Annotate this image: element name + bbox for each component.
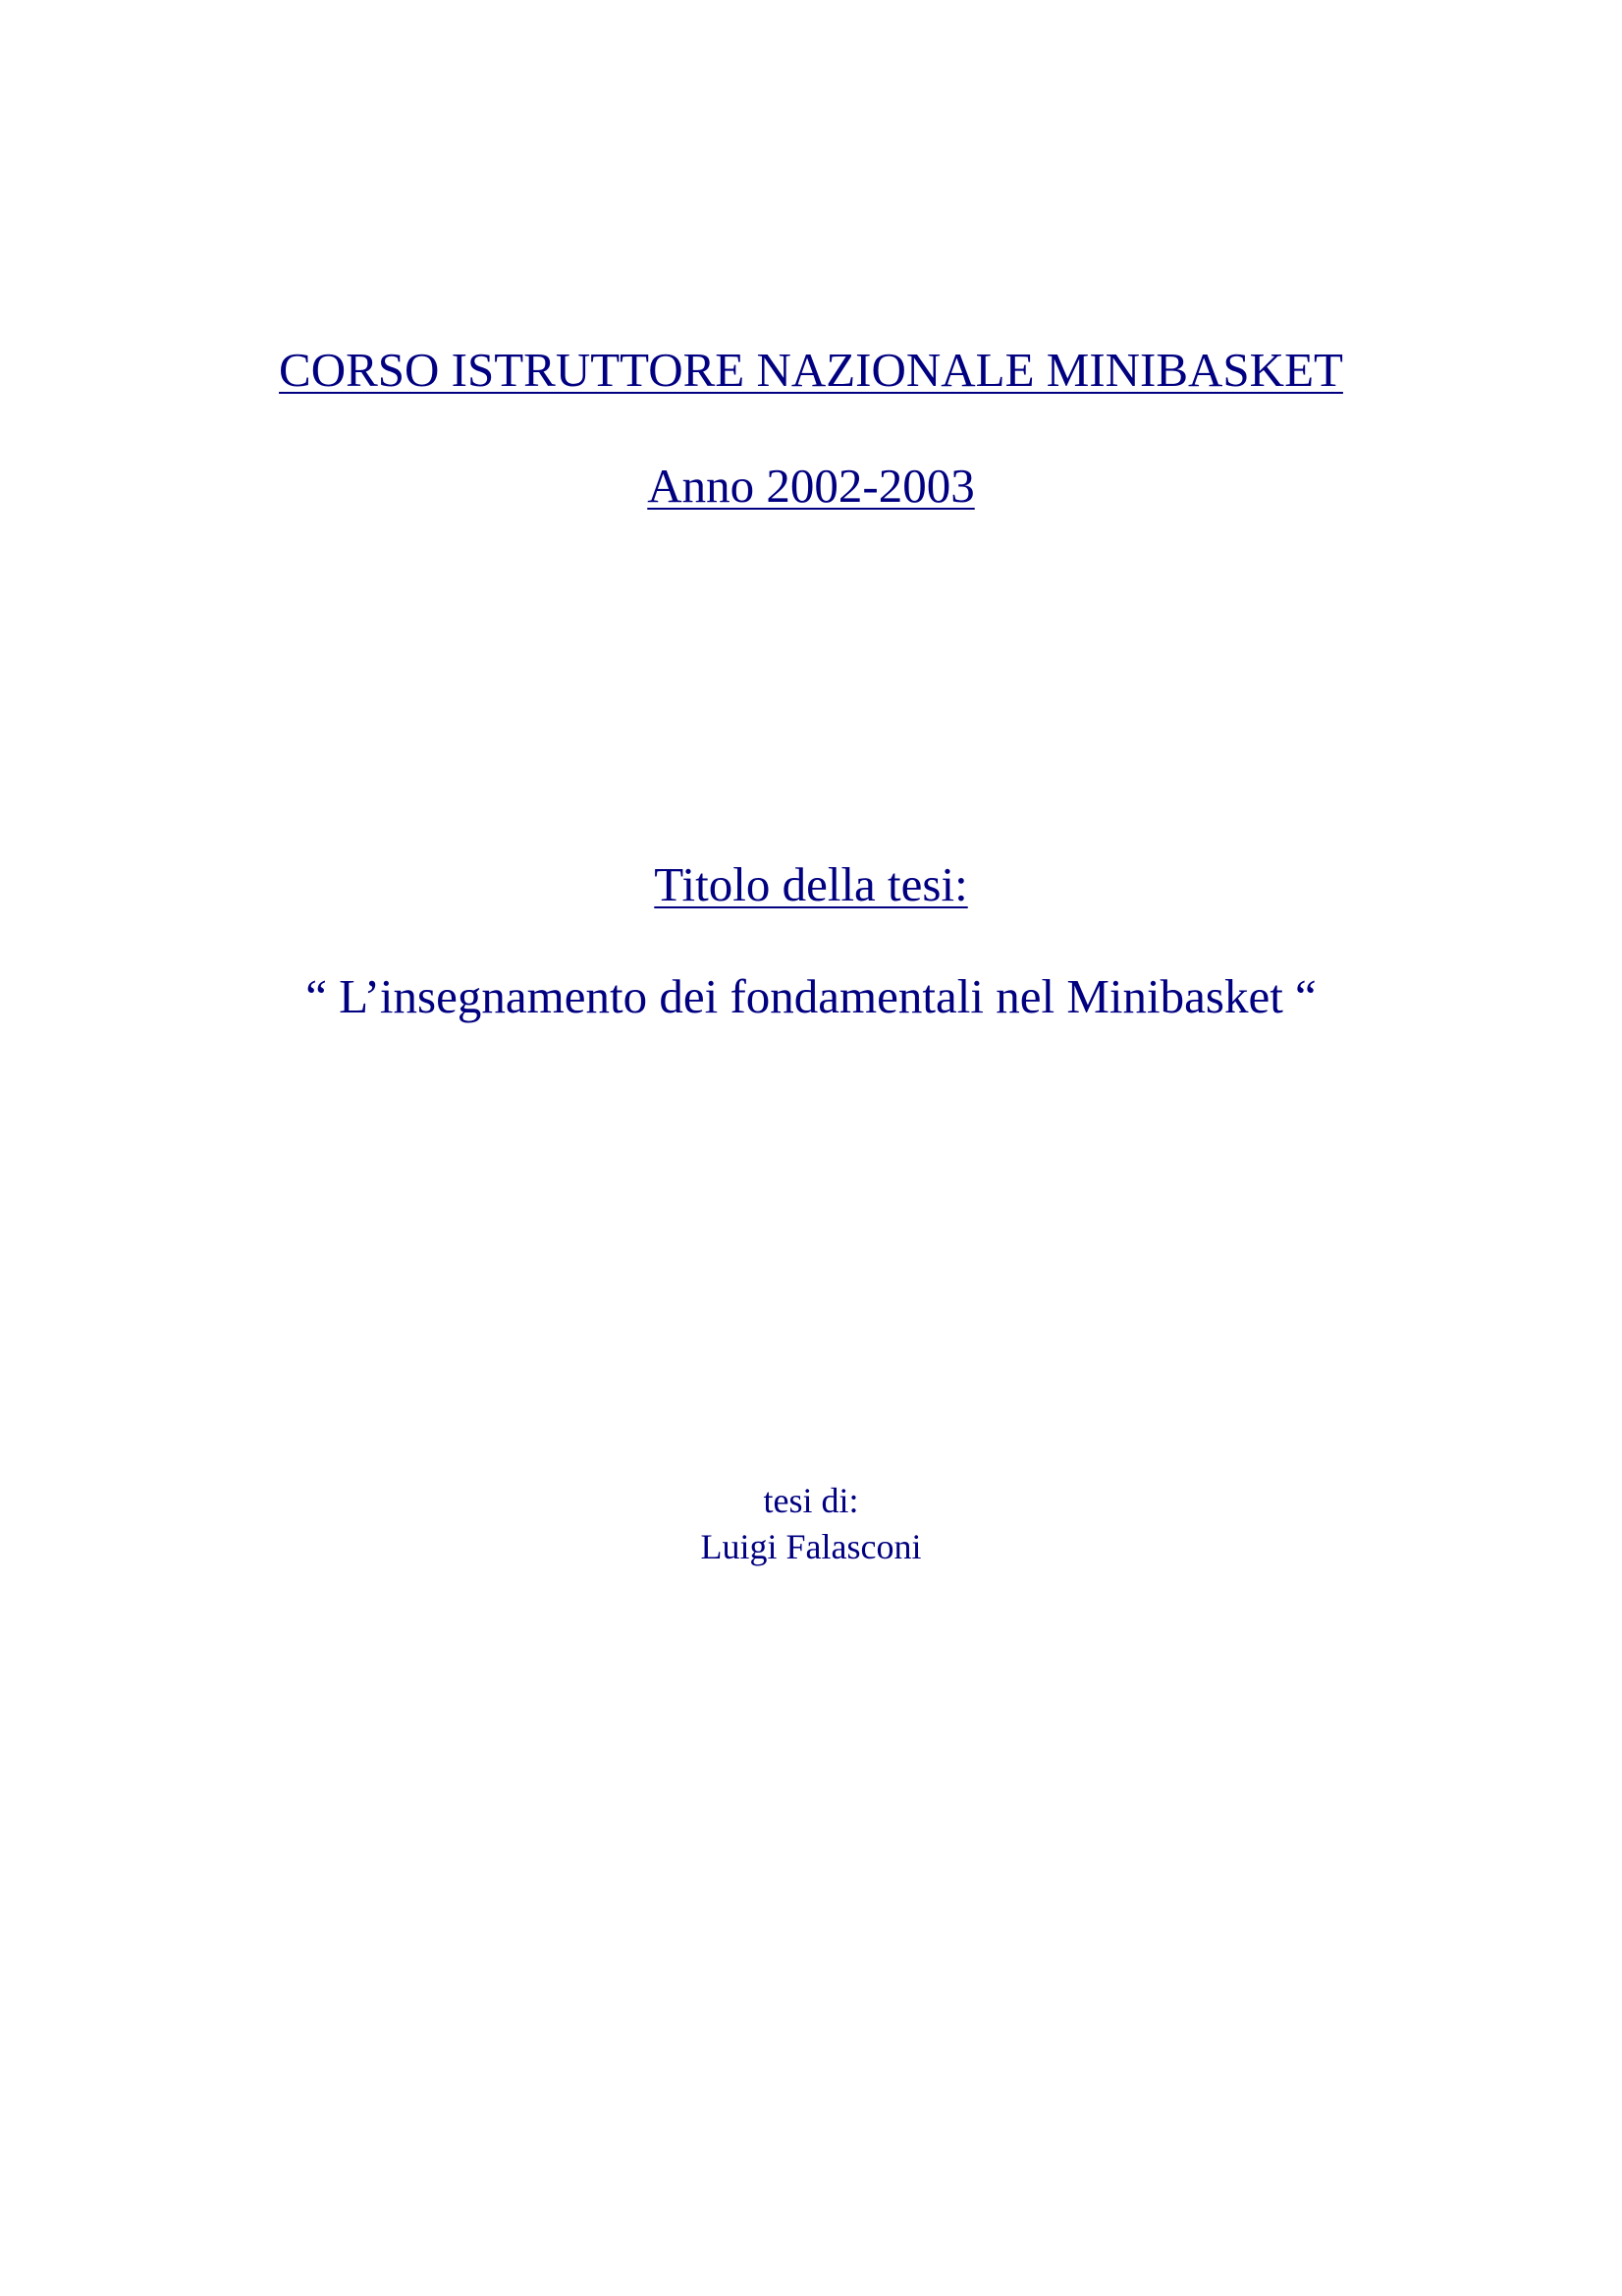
thesis-title-label	[0, 857, 1622, 911]
academic-year-text: Anno 2002-2003	[647, 459, 975, 513]
academic-year	[0, 459, 1622, 513]
author-name: Luigi Falasconi	[700, 1527, 922, 1566]
thesis-title-label-text: Titolo della tesi:	[654, 857, 968, 911]
course-title	[0, 343, 1622, 397]
thesis-title: “ L’insegnamento dei fondamentali nel Minibasket “	[305, 969, 1317, 1023]
author-label: tesi di:	[763, 1481, 859, 1520]
course-title-text: CORSO ISTRUTTORE NAZIONALE MINIBASKET	[279, 343, 1343, 397]
